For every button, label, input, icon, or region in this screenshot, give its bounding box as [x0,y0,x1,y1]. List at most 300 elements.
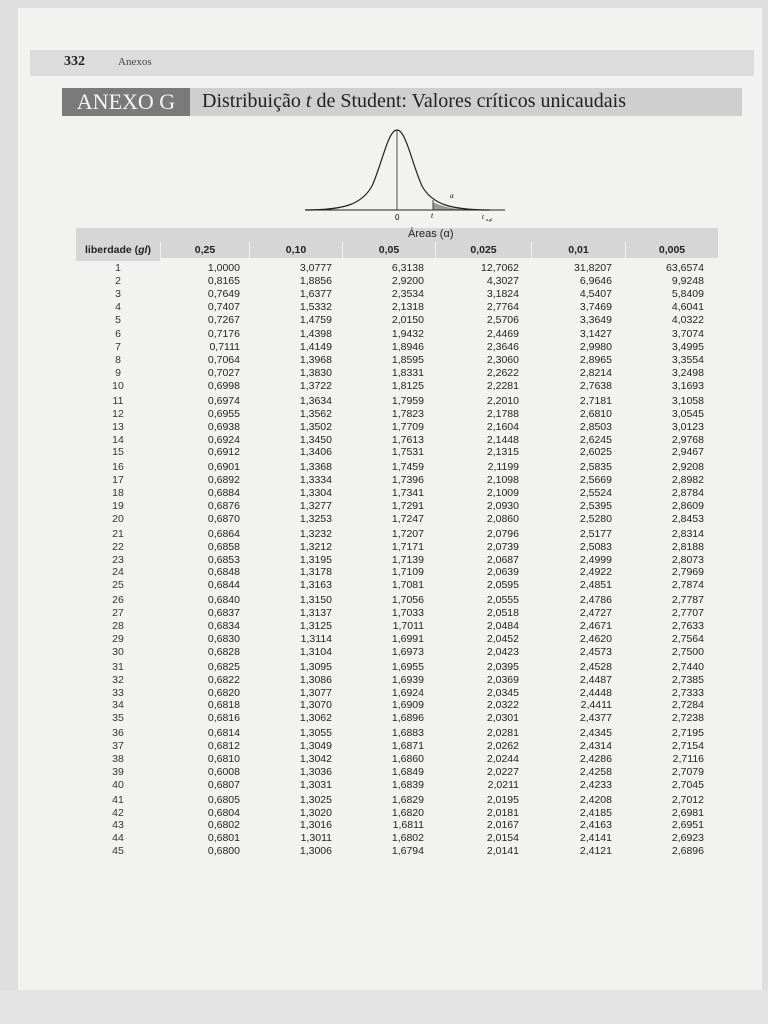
value-cell: 0,6858 [207,540,240,553]
df-cell: 18 [112,487,124,500]
value-cell: 1,6883 [391,727,424,740]
value-cell: 1,3125 [299,620,332,633]
df-cell: 22 [112,540,124,553]
value-cell: 1,3062 [299,712,332,725]
value-cell: 1,3195 [299,553,332,566]
value-cell: 2,4377 [579,712,612,725]
value-cell: 1,6991 [391,632,424,645]
value-cell: 2,5177 [579,527,612,540]
value-cell: 0,6844 [207,579,240,592]
df-cell: 31 [112,660,124,673]
value-cell: 1,3077 [299,686,332,699]
value-cell: 1,3042 [299,752,332,765]
df-cell: 12 [112,407,124,420]
value-cell: 3,2498 [671,367,704,380]
t-label: t [431,211,434,220]
value-cell: 3,0545 [671,407,704,420]
value-cell: 3,1427 [579,328,612,341]
value-cell: 2,4487 [579,673,612,686]
value-cell: 2,7195 [671,727,704,740]
value-cell: 0,7407 [207,300,240,313]
value-cell: 2,4411 [580,699,612,712]
df-cell: 32 [112,673,124,686]
value-cell: 2,0195 [486,793,519,806]
value-cell: 1,3150 [299,594,332,607]
df-cell: 9 [115,367,121,380]
value-cell: 1,7081 [391,579,424,592]
value-cell: 4,3027 [486,274,519,287]
df-cell: 11 [112,394,124,407]
value-cell: 0,6800 [207,845,240,858]
value-cell: 2,0739 [486,540,519,553]
value-cell: 1,7823 [391,407,424,420]
df-cell: 39 [112,765,124,778]
value-cell: 0,6804 [207,806,240,819]
value-cell: 1,6794 [391,845,424,858]
value-cell: 1,7291 [391,500,424,513]
value-cell: 1,3086 [299,673,332,686]
value-cell: 2,4314 [579,740,612,753]
value-cell: 2,5669 [579,474,612,487]
value-cell: 1,8856 [299,274,332,287]
value-cell: 2,7238 [671,712,704,725]
value-cell: 1,7171 [391,540,424,553]
value-cell: 0,7267 [207,313,240,326]
value-cell: 2,5395 [579,500,612,513]
value-cell: 2,0150 [391,313,424,326]
alpha-column [340,262,432,858]
value-cell: 2,0345 [486,686,519,699]
value-cell: 1,7341 [391,487,424,500]
value-cell: 0,6820 [207,686,240,699]
value-cell: 1,3178 [299,566,332,579]
value-cell: 2,8965 [579,354,612,367]
df-column [76,262,160,858]
value-cell: 2,3534 [391,287,424,300]
value-cell: 2,0796 [486,527,519,540]
page-header [30,50,754,76]
value-cell: 2,4141 [579,832,612,845]
value-cell: 1,7011 [392,620,424,633]
annex-title-bar [62,88,742,116]
df-cell: 43 [112,819,124,832]
value-cell: 2,7787 [671,594,704,607]
value-cell: 2,9768 [671,433,704,446]
areas-header [76,228,718,242]
value-cell: 2,9208 [671,461,704,474]
value-cell: 2,7116 [672,752,704,765]
value-cell: 0,6834 [207,620,240,633]
density-curve [305,130,490,210]
value-cell: 2,8982 [671,474,704,487]
value-cell: 2,4620 [579,632,612,645]
value-cell: 1,3334 [299,474,332,487]
value-cell: 0,6876 [207,500,240,513]
value-cell: 2,5524 [579,487,612,500]
value-cell: 0,6825 [207,660,240,673]
value-cell: 1,3212 [299,540,332,553]
value-cell: 3,7469 [579,300,612,313]
value-cell: 1,3036 [299,765,332,778]
axis-t-label: t [482,213,484,221]
value-cell: 3,3554 [671,354,704,367]
df-cell: 37 [112,740,124,753]
value-cell: 0,6864 [207,527,240,540]
value-cell: 3,0777 [299,262,332,274]
df-cell: 4 [115,300,121,313]
value-cell: 2,0484 [486,620,519,633]
value-cell: 12,7062 [481,262,519,274]
value-cell: 1,3049 [299,740,332,753]
zero-label: 0 [395,213,400,222]
df-cell: 33 [112,686,124,699]
df-cell: 13 [112,420,124,433]
value-cell: 0,6901 [207,461,240,474]
value-cell: 0,6924 [207,433,240,446]
value-cell: 2,4258 [579,765,612,778]
value-cell: 1,6871 [391,740,424,753]
value-cell: 2,8453 [671,512,704,525]
value-cell: 1,9432 [391,328,424,341]
value-cell: 2,9200 [391,274,424,287]
value-cell: 0,6955 [207,407,240,420]
value-cell: 0,6818 [207,699,240,712]
value-cell: 2,4528 [579,660,612,673]
value-cell: 1,8331 [391,367,424,380]
df-cell: 35 [112,712,124,725]
value-cell: 3,7074 [671,328,704,341]
value-cell: 2,4469 [486,328,519,341]
value-cell: 2,5835 [579,461,612,474]
value-cell: 1,6811 [392,819,424,832]
value-cell: 1,7207 [391,527,424,540]
value-cell: 2,0244 [486,752,519,765]
value-cell: 1,3114 [300,632,332,645]
value-cell: 2,9980 [579,341,612,354]
alpha-header: 0,10 [249,242,342,258]
value-cell: 1,3634 [299,394,332,407]
value-cell: 2,7874 [671,579,704,592]
df-cell: 15 [112,446,124,459]
value-cell: 2,6951 [671,819,704,832]
value-cell: 2,1315 [486,446,519,459]
section-name: Anexos [118,56,152,68]
value-cell: 0,7111 [209,341,240,354]
value-cell: 2,0227 [486,765,519,778]
value-cell: 1,7531 [391,446,424,459]
value-cell: 1,8946 [391,341,424,354]
value-cell: 3,3649 [579,313,612,326]
value-cell: 2,8784 [671,487,704,500]
value-cell: 2,0639 [486,566,519,579]
value-cell: 0,6974 [207,394,240,407]
value-cell: 2,0167 [486,819,519,832]
value-cell: 2,5083 [579,540,612,553]
df-cell: 21 [112,527,124,540]
value-cell: 2,6923 [671,832,704,845]
annex-title-post: de Student: Valores críticos unicaudais [311,90,626,112]
value-cell: 2,0181 [486,806,519,819]
value-cell: 1,3006 [299,845,332,858]
value-cell: 2,7012 [671,793,704,806]
value-cell: 0,8165 [207,274,240,287]
value-cell: 9,9248 [671,274,704,287]
df-cell: 40 [112,778,124,791]
alpha-header-row [76,242,718,258]
axis-t-subscript: α,gl [486,217,493,222]
value-cell: 2,1448 [486,433,519,446]
value-cell: 2,4448 [579,686,612,699]
df-cell: 17 [112,474,124,487]
value-cell: 3,1693 [671,380,704,393]
value-cell: 2,1098 [486,474,519,487]
value-cell: 1,6973 [391,645,424,658]
alpha-header: 0,01 [531,242,625,258]
value-cell: 2,0395 [486,660,519,673]
value-cell: 1,7033 [391,607,424,620]
value-cell: 2,6896 [671,845,704,858]
value-cell: 0,6837 [207,607,240,620]
value-cell: 0,6892 [207,474,240,487]
value-cell: 3,1058 [671,394,704,407]
value-cell: 1,3232 [299,527,332,540]
value-cell: 2,1788 [486,407,519,420]
alpha-column [620,262,712,858]
value-cell: 0,7176 [207,328,240,341]
value-cell: 2,0595 [486,579,519,592]
areas-label: Áreas (α) [408,228,454,240]
value-cell: 1,3562 [299,407,332,420]
value-cell: 2,4163 [579,819,612,832]
value-cell: 1,6849 [391,765,424,778]
page-number: 332 [64,54,85,69]
value-cell: 2,0687 [486,553,519,566]
value-cell: 1,6860 [391,752,424,765]
value-cell: 2,7045 [671,778,704,791]
value-cell: 2,0322 [486,699,519,712]
value-cell: 1,3968 [299,354,332,367]
value-cell: 2,2010 [486,394,519,407]
value-cell: 4,5407 [579,287,612,300]
value-cell: 2,7707 [671,607,704,620]
df-cell: 5 [115,313,121,326]
value-cell: 2,7385 [671,673,704,686]
value-cell: 0,6812 [207,740,240,753]
df-header-gl: gl [138,244,148,256]
value-cell: 1,6829 [391,793,424,806]
df-cell: 20 [112,512,124,525]
value-cell: 1,3104 [299,645,332,658]
value-cell: 2,4851 [579,579,612,592]
value-cell: 0,6816 [207,712,240,725]
value-cell: 2,0281 [486,727,519,740]
value-cell: 2,9467 [671,446,704,459]
value-cell: 0,6853 [207,553,240,566]
value-cell: 2,4573 [579,645,612,658]
value-cell: 0,6938 [207,420,240,433]
value-cell: 2,2622 [486,367,519,380]
value-cell: 6,9646 [579,274,612,287]
value-cell: 2,1318 [391,300,424,313]
value-cell: 3,4995 [671,341,704,354]
df-cell: 44 [112,832,124,845]
df-cell: 34 [112,699,124,712]
df-cell: 27 [112,607,124,620]
value-cell: 1,3277 [299,500,332,513]
value-cell: 1,3095 [299,660,332,673]
value-cell: 0,6801 [207,832,240,845]
annex-title [202,90,626,113]
value-cell: 0,7064 [207,354,240,367]
page-edge-shadow [0,990,768,1024]
value-cell: 2,0452 [486,632,519,645]
value-cell: 1,6802 [391,832,424,845]
value-cell: 3,0123 [671,420,704,433]
value-cell: 2,6981 [671,806,704,819]
value-cell: 2,7079 [671,765,704,778]
value-cell: 1,5332 [299,300,332,313]
value-cell: 0,6998 [207,380,240,393]
value-cell: 3,1824 [486,287,519,300]
value-cell: 1,3137 [299,607,332,620]
value-cell: 2,4208 [579,793,612,806]
value-cell: 2,7440 [671,660,704,673]
value-cell: 0,6807 [207,778,240,791]
value-cell: 63,6574 [666,262,704,274]
alpha-label: α [450,192,454,200]
value-cell: 0,6822 [207,673,240,686]
value-cell: 2,0860 [486,512,519,525]
value-cell: 1,3502 [299,420,332,433]
value-cell: 0,7649 [207,287,240,300]
value-cell: 1,3368 [299,461,332,474]
value-cell: 2,7154 [671,740,704,753]
value-cell: 2,7638 [579,380,612,393]
value-cell: 2,7500 [671,645,704,658]
value-cell: 2,0211 [487,778,519,791]
value-cell: 1,4759 [299,313,332,326]
alpha-column [527,262,620,858]
value-cell: 1,6939 [391,673,424,686]
value-cell: 1,6896 [391,712,424,725]
value-cell: 0,7027 [207,367,240,380]
value-cell: 0,6870 [207,512,240,525]
df-cell: 16 [112,461,124,474]
value-cell: 2,4286 [579,752,612,765]
annex-label: ANEXO G [62,88,190,116]
value-cell: 2,1009 [486,487,519,500]
value-cell: 2,2281 [486,380,519,393]
alpha-header: 0,25 [160,242,249,258]
alpha-header: 0,05 [342,242,435,258]
value-cell: 0,6840 [207,594,240,607]
value-cell: 1,3163 [299,579,332,592]
alpha-column [160,262,248,858]
value-cell: 1,4398 [299,328,332,341]
value-cell: 1,7247 [391,512,424,525]
value-cell: 1,3450 [299,433,332,446]
value-cell: 2,8503 [579,420,612,433]
value-cell: 0,6814 [207,727,240,740]
value-cell: 2,3060 [486,354,519,367]
df-cell: 1 [115,262,121,274]
alpha-column [432,262,527,858]
value-cell: 1,6820 [391,806,424,819]
value-cell: 0,6828 [207,645,240,658]
value-cell: 1,6955 [391,660,424,673]
value-cell: 1,7056 [391,594,424,607]
value-cell: 2,4727 [579,607,612,620]
value-cell: 2,4233 [579,778,612,791]
df-cell: 41 [112,793,124,806]
value-cell: 1,3253 [299,512,332,525]
value-cell: 0,6810 [207,752,240,765]
value-cell: 2,6245 [579,433,612,446]
value-cell: 1,3020 [299,806,332,819]
value-cell: 2,4786 [579,594,612,607]
value-cell: 2,8609 [671,500,704,513]
value-cell: 2,0555 [486,594,519,607]
value-cell: 1,7459 [391,461,424,474]
value-cell: 31,8207 [574,262,612,274]
value-cell: 1,8125 [391,380,424,393]
value-cell: 2,8214 [579,367,612,380]
value-cell: 1,3025 [299,793,332,806]
value-cell: 2,5280 [579,512,612,525]
value-cell: 1,6924 [391,686,424,699]
value-cell: 2,7633 [671,620,704,633]
value-cell: 1,8595 [391,354,424,367]
df-cell: 23 [112,553,124,566]
value-cell: 2,7181 [579,394,612,407]
critical-values-table [76,228,718,858]
df-cell: 7 [115,341,121,354]
table-body [76,262,718,858]
t-distribution-curve [300,124,520,224]
df-cell: 14 [112,433,124,446]
value-cell: 2,6025 [579,446,612,459]
value-cell: 2,4345 [579,727,612,740]
value-cell: 2,5706 [486,313,519,326]
value-cell: 2,1199 [487,461,519,474]
value-cell: 2,7284 [671,699,704,712]
alpha-header: 0,005 [625,242,718,258]
value-cell: 1,6377 [299,287,332,300]
value-cell: 2,4671 [579,620,612,633]
value-cell: 2,0930 [486,500,519,513]
df-cell: 3 [115,287,121,300]
value-cell: 1,0000 [207,262,240,274]
value-cell: 2,4121 [579,845,612,858]
df-header-close: ) [147,244,151,256]
df-cell: 19 [112,500,124,513]
value-cell: 1,3055 [299,727,332,740]
value-cell: 1,7709 [391,420,424,433]
annex-title-pre: Distribuição [202,90,306,112]
value-cell: 2,7969 [671,566,704,579]
df-cell: 26 [112,594,124,607]
value-cell: 2,0301 [486,712,519,725]
value-cell: 2,8188 [671,540,704,553]
df-cell: 29 [112,632,124,645]
df-cell: 8 [115,354,121,367]
value-cell: 5,8409 [671,287,704,300]
value-cell: 1,3011 [300,832,332,845]
value-cell: 1,3830 [299,367,332,380]
value-cell: 1,3304 [299,487,332,500]
value-cell: 2,7333 [671,686,704,699]
value-cell: 2,0423 [486,645,519,658]
